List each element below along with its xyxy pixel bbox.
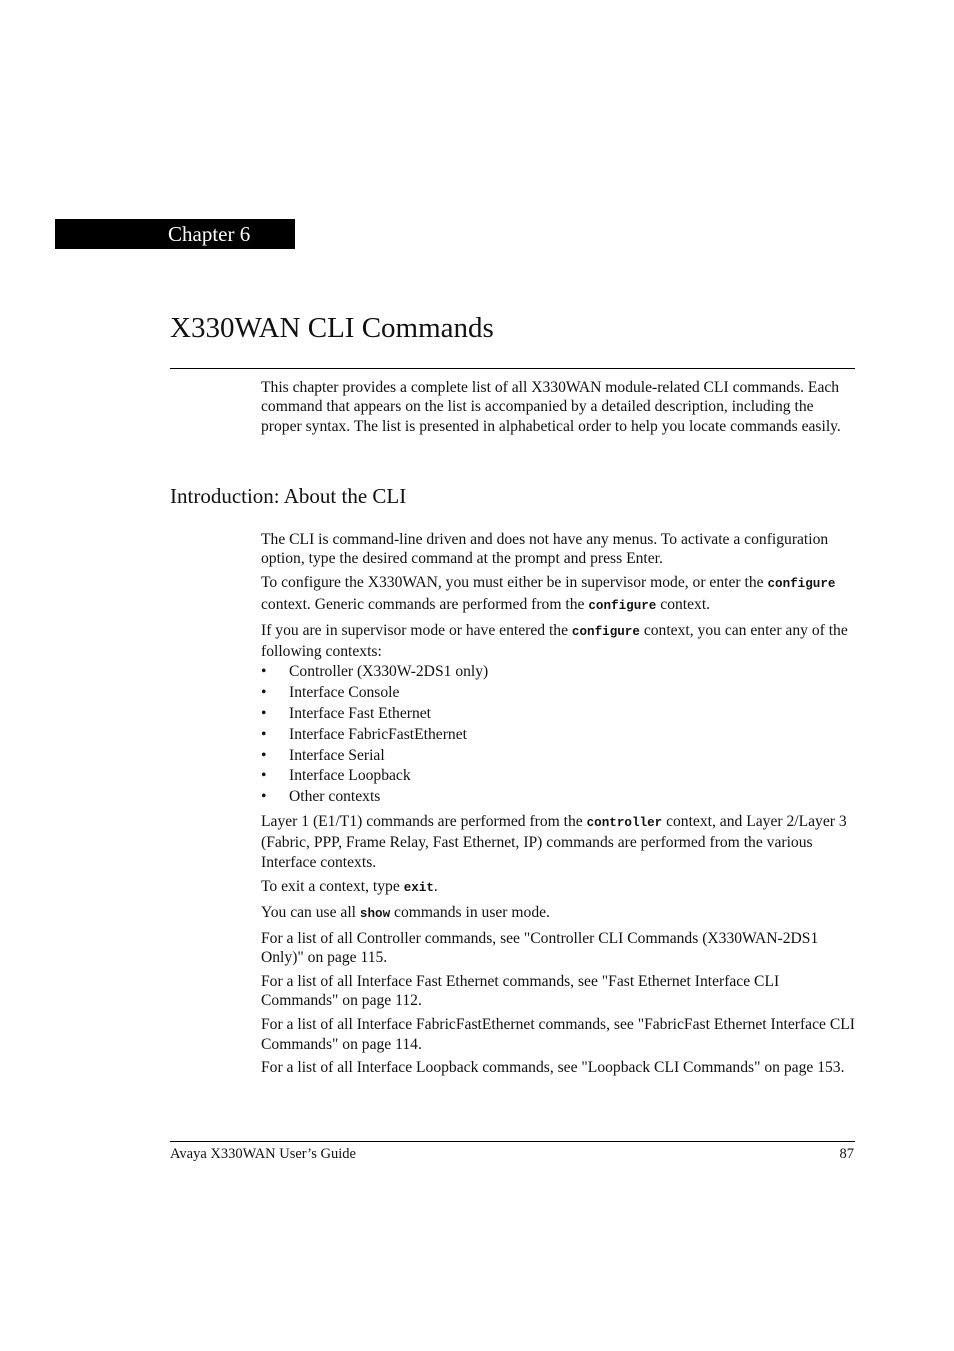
list-item: • Interface Loopback: [261, 766, 855, 787]
bullet: •: [261, 746, 267, 764]
bullet: •: [261, 705, 267, 723]
list-item: • Controller (X330W-2DS1 only): [261, 662, 855, 683]
intro-text: This chapter provides a complete list of all X330WAN module-related CLI commands. Each command that appears on the list is accompanied by a detailed description, including the proper syntax. The list is presented in alphabetical order to help you locate commands easily.: [261, 379, 841, 435]
section-heading: Introduction: About the CLI: [170, 484, 407, 508]
list-item: • Interface Console: [261, 683, 855, 704]
page-title: X330WAN CLI Commands: [170, 312, 494, 344]
bullet: •: [261, 725, 267, 743]
command-controller: controller: [586, 816, 663, 831]
paragraph-6: You can use all show commands in user mode.: [261, 903, 550, 921]
paragraph-1: The CLI is command-line driven and does not have any menus. To activate a configuration option, type the desired command at the prompt and press Enter.: [261, 531, 829, 568]
footer-rule: [170, 1141, 855, 1142]
title-rule: [170, 368, 855, 369]
command-show: show: [359, 906, 391, 921]
chapter-tab: Chapter 6: [55, 219, 295, 249]
paragraph-5: To exit a context, type exit.: [261, 877, 438, 895]
bullet: •: [261, 684, 267, 702]
footer-title: Avaya X330WAN User’s Guide: [170, 1146, 356, 1162]
paragraph-4: Layer 1 (E1/T1) commands are performed from the controller context, and Layer 2/Layer 3 (Fabric, PPP, Frame Relay, Fast Ethernet, IP) commands are performed from the various Interface contexts.: [261, 813, 847, 871]
paragraph-8: For a list of all Interface Fast Ethernet commands, see "Fast Ethernet Interface CLI Commands" on page 112.: [261, 972, 780, 1010]
page-number: 87: [839, 1146, 854, 1162]
list-item: • Interface Fast Ethernet: [261, 704, 855, 725]
command-exit: exit: [403, 880, 434, 895]
paragraph-10: For a list of all Interface Loopback commands, see "Loopback CLI Commands" on page 153.: [261, 1059, 845, 1077]
command-configure: configure: [767, 577, 836, 592]
paragraph-2: To configure the X330WAN, you must either be in supervisor mode, or enter the configure context. Generic commands are performed from the configure context.: [261, 574, 836, 613]
paragraph-9: For a list of all Interface FabricFastEthernet commands, see "FabricFast Ethernet Interface CLI Commands" on page 114.: [261, 1016, 855, 1053]
paragraph-3: If you are in supervisor mode or have entered the configure context, you can enter any of the following contexts:: [261, 621, 848, 661]
list-item: • Other contexts: [261, 787, 855, 808]
bullet: •: [261, 788, 267, 806]
intro-paragraph: [261, 378, 855, 436]
list-item: • Interface FabricFastEthernet: [261, 725, 855, 746]
bullet: •: [261, 663, 267, 681]
command-configure: configure: [571, 624, 640, 639]
paragraph-7: For a list of all Controller commands, see "Controller CLI Commands (X330WAN-2DS1 Only)" on page 115.: [261, 929, 819, 966]
section-body: [261, 530, 855, 1082]
list-item: • Interface Serial: [261, 746, 855, 767]
command-configure: configure: [588, 598, 657, 613]
context-list: [261, 662, 855, 808]
bullet: •: [261, 767, 267, 785]
